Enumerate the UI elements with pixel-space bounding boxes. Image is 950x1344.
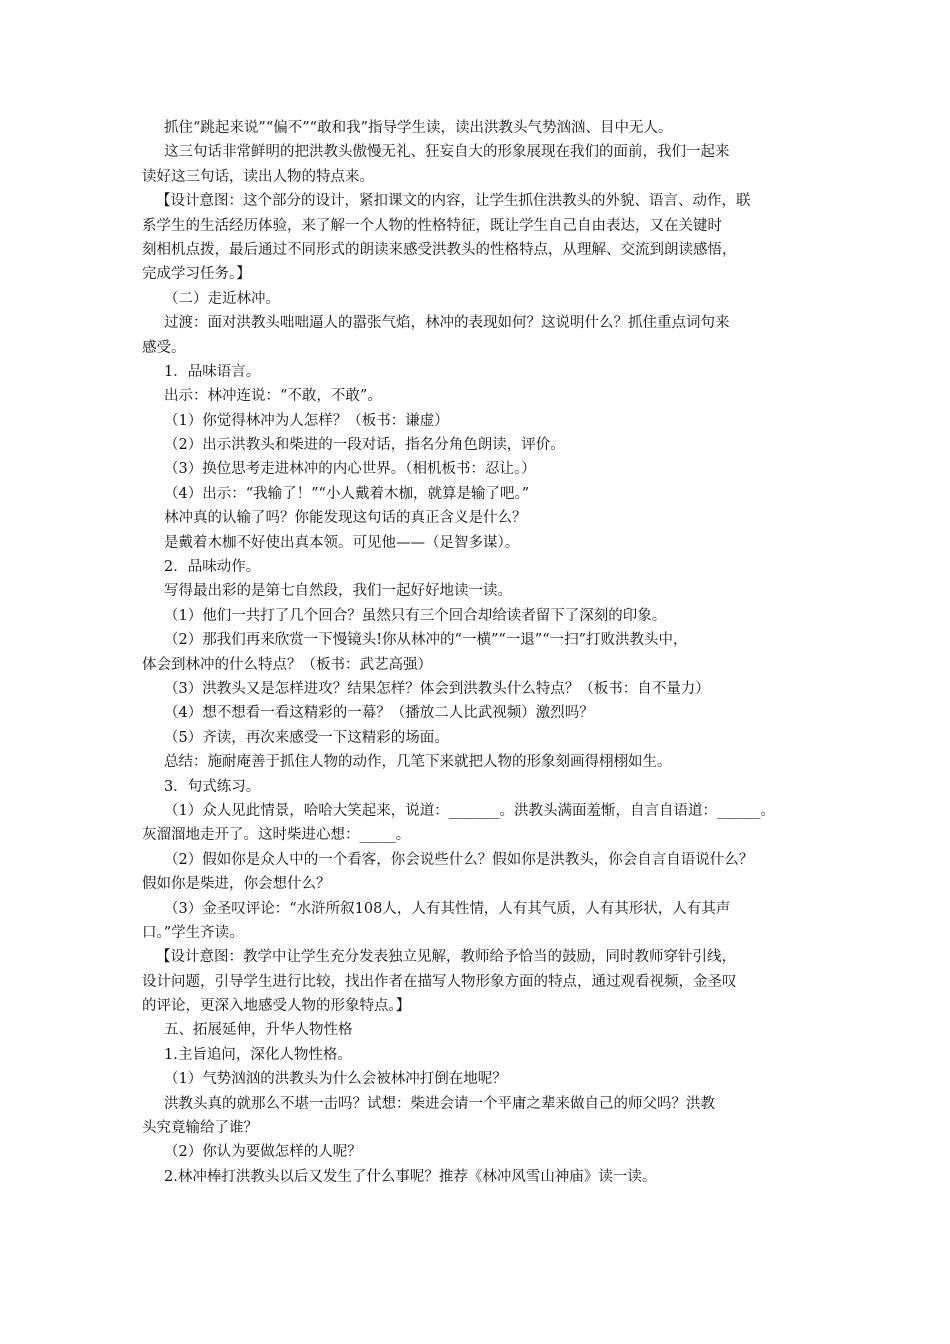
text-line: （2）你认为要做怎样的人呢？: [164, 1144, 362, 1161]
text-line: （2）出示洪教头和柴进的一段对话，指名分角色朗读，评价。: [164, 437, 565, 454]
text-line: 3．句式练习。: [164, 778, 261, 795]
text-line: 完成学习任务。】: [142, 266, 251, 283]
text-line: 灰溜溜地走开了。这时柴进心想：_____。: [142, 827, 411, 844]
text-line: 假如你是柴进，你会想什么？: [142, 876, 331, 893]
text-line: （1）众人见此情景，哈哈大笑起来，说道：_______。洪教头满面羞惭，自言自语道：______。: [164, 802, 775, 819]
text-line: 感受。: [142, 339, 186, 356]
text-line: 2.林冲棒打洪教头以后又发生了什么事呢？推荐《林冲风雪山神庙》读一读。: [164, 1168, 657, 1185]
text-line: 设计问题，引导学生进行比较，找出作者在描写人物形象方面的特点，通过观看视频，金圣叹: [142, 973, 737, 990]
text-line: 抓住“跳起来说”“偏不”“敢和我”指导学生读，读出洪教头气势汹汹、目中无人。: [164, 120, 673, 136]
text-line: （3）洪教头又是怎样进攻？结果怎样？体会到洪教头什么特点？（板书：自不量力）: [164, 680, 710, 697]
text-line: （4）出示：“我输了！”“小人戴着木枷，就算是输了吧。”: [164, 485, 530, 502]
text-line: 读好这三句话，读出人物的特点来。: [142, 168, 374, 185]
text-line: 1．品味语言。: [164, 363, 261, 380]
text-line: （1）你觉得林冲为人怎样？（板书：谦虚）: [164, 412, 449, 429]
text-line: 头究竟输给了谁？: [142, 1120, 258, 1137]
text-line: 1.主旨追问，深化人物性格。: [164, 1046, 352, 1063]
text-line: 林冲真的认输了吗？你能发现这句话的真正含义是什么？: [164, 510, 527, 527]
text-line: （二）走近林冲。: [164, 290, 280, 307]
text-line: （3）金圣叹评论：“水浒所叙108人，人有其性情，人有其气质，人有其形状，人有其声: [164, 900, 731, 917]
text-line: 这三句话非常鲜明的把洪教头傲慢无礼、狂妄自大的形象展现在我们的面前，我们一起来: [164, 144, 730, 161]
text-line: （3）换位思考走进林冲的内心世界。（相机板书：忍让。）: [164, 461, 536, 478]
text-line: 写得最出彩的是第七自然段，我们一起好好地读一读。: [164, 583, 512, 600]
text-line: （5）齐读，再次来感受一下这精彩的场面。: [164, 729, 449, 746]
text-line: 过渡：面对洪教头咄咄逼人的嚣张气焰，林冲的表现如何？这说明什么？抓住重点词句来: [164, 315, 730, 332]
text-line: （4）想不想看一看这精彩的一幕？（播放二人比武视频）激烈吗？: [164, 705, 594, 722]
text-line: 刻相机点拨，最后通过不同形式的朗读来感受洪教头的性格特点，从理解、交流到朗读感悟，: [142, 241, 737, 258]
text-line: 【设计意图：这个部分的设计，紧扣课文的内容，让学生抓住洪教头的外貌、语言、动作，联: [156, 193, 751, 210]
text-line: 体会到林冲的什么特点？（板书：武艺高强）: [142, 656, 432, 673]
text-line: 2．品味动作。: [164, 559, 261, 576]
text-line: （1）气势汹汹的洪教头为什么会被林冲打倒在地呢？: [164, 1071, 507, 1088]
text-line: （2）假如你是众人中的一个看客，你会说些什么？假如你是洪教头，你会自言自语说什么？: [164, 851, 754, 868]
text-line: （2）那我们再来欣赏一下慢镜头!你从林冲的“一横”“一退”“一扫”打败洪教头中，: [164, 632, 688, 649]
text-line: 系学生的生活经历体验，来了解一个人物的性格特征，既让学生自己自由表达，又在关键时: [142, 217, 722, 234]
text-line: 是戴着木枷不好使出真本领。可见他——（足智多谋）。: [164, 534, 520, 551]
text-line: （1）他们一共打了几个回合？虽然只有三个回合却给读者留下了深刻的印象。: [164, 607, 667, 624]
text-line: 出示：林冲连说：“不敢，不敢”。: [164, 388, 382, 405]
text-line: 总结：施耐庵善于抓住人物的动作，几笔下来就把人物的形象刻画得栩栩如生。: [164, 754, 672, 771]
text-line: 的评论，更深入地感受人物的形象特点。】: [142, 998, 411, 1015]
document-page: [142, 116, 814, 1189]
text-line: 口。”学生齐读。: [142, 924, 244, 941]
text-line: 洪教头真的就那么不堪一击吗？试想：柴进会请一个平庸之辈来做自己的师父吗？洪教: [164, 1095, 715, 1112]
text-line: 【设计意图：教学中让学生充分发表独立见解，教师给予恰当的鼓励，同时教师穿针引线，: [156, 949, 736, 966]
text-line: 五、拓展延伸，升华人物性格: [164, 1022, 353, 1039]
